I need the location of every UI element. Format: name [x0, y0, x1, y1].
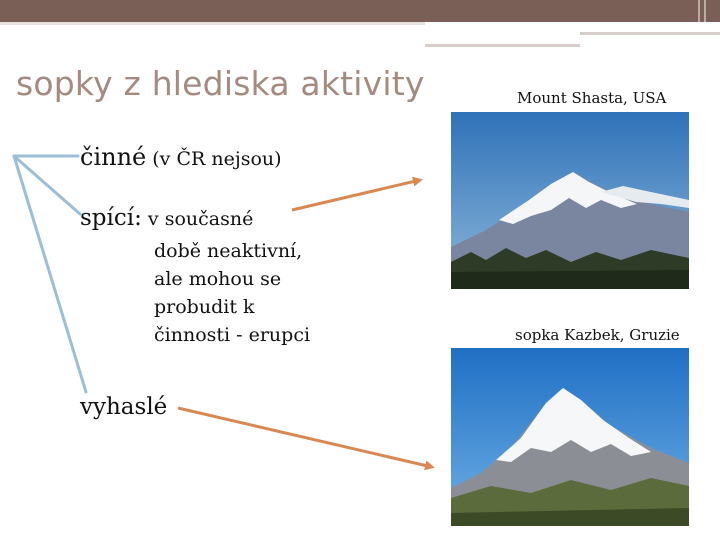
- bracket-line-vyhasle: [14, 156, 86, 392]
- bullet-line: činnosti - erupci: [154, 324, 311, 346]
- arrow-to-shasta: [292, 180, 420, 210]
- bullet-line: ale mohou se: [154, 268, 282, 290]
- bullet-term: spící:: [80, 205, 142, 231]
- bullet-description: (v ČR nejsou): [146, 148, 282, 170]
- bullet-line: probudit k: [154, 296, 255, 318]
- arrows: [178, 180, 432, 467]
- bullet-vyhasle: vyhaslé: [80, 394, 168, 420]
- bullet-term: činné: [80, 143, 147, 171]
- arrow-to-kazbek: [178, 408, 432, 467]
- image-caption-kazbek: sopka Kazbek, Gruzie: [515, 326, 680, 344]
- image-caption-shasta: Mount Shasta, USA: [517, 89, 667, 107]
- bullet-line: době neaktivní,: [154, 240, 303, 262]
- bracket-lines: [14, 156, 86, 392]
- bullet-description: v současné: [141, 208, 254, 230]
- slide-title: sopky z hlediska aktivity: [16, 64, 425, 103]
